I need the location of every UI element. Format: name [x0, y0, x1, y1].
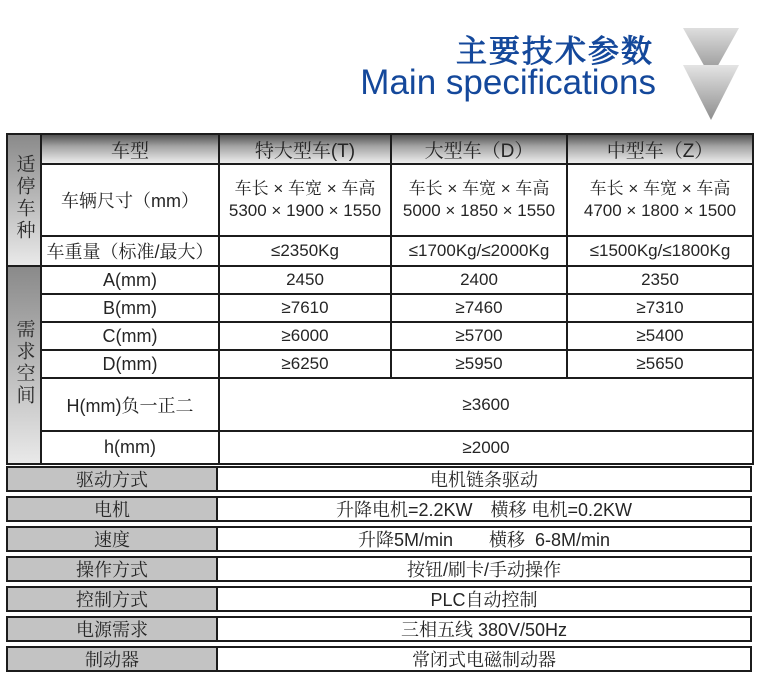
- section-label-required-space: [7, 266, 41, 464]
- table-row: [6, 556, 752, 582]
- row-label-d: D(mm): [41, 350, 219, 378]
- cell-motor: 升降电机=2.2KW 横移 电机=0.2KW: [218, 496, 752, 522]
- dim-value: 5000 × 1850 × 1550: [402, 201, 556, 220]
- row-label-c: C(mm): [41, 322, 219, 350]
- row-label-dimensions: 车辆尺寸（mm）: [41, 164, 219, 236]
- section-label-parking-types: [7, 134, 41, 266]
- cell-operation-mode: 按钮/刷卡/手动操作: [218, 556, 752, 582]
- row-label-a: A(mm): [41, 266, 219, 294]
- table-row: [6, 646, 752, 672]
- chevron-triangle-bottom: [683, 65, 739, 120]
- table-row: [6, 466, 752, 492]
- cell-a-t: 2450: [219, 266, 391, 294]
- cell-brake: 常闭式电磁制动器: [218, 646, 752, 672]
- col-header-large: 大型车（D）: [391, 134, 567, 164]
- cell-dimensions-z: [567, 164, 753, 236]
- row-label-drive-mode: 驱动方式: [6, 466, 218, 492]
- row-label-power-supply: 电源需求: [6, 616, 218, 642]
- cell-h-lower-span: ≥2000: [219, 431, 753, 464]
- table-row: [6, 616, 752, 642]
- row-label-motor: 电机: [6, 496, 218, 522]
- cell-dimensions-d: [391, 164, 567, 236]
- row-label-control-mode: 控制方式: [6, 586, 218, 612]
- cell-d-t: ≥6250: [219, 350, 391, 378]
- cell-c-d: ≥5700: [391, 322, 567, 350]
- cell-dimensions-t: [219, 164, 391, 236]
- col-header-medium: 中型车（Z）: [567, 134, 753, 164]
- double-down-chevron-icon: [683, 28, 739, 120]
- page-title-zh: 主要技术参数: [456, 34, 654, 69]
- corner-header-vehicle-type: 车型: [41, 134, 219, 164]
- cell-c-t: ≥6000: [219, 322, 391, 350]
- row-label-b: B(mm): [41, 294, 219, 322]
- cell-weight-d: ≤1700Kg/≤2000Kg: [391, 236, 567, 266]
- cell-h-upper-span: ≥3600: [219, 378, 753, 431]
- cell-weight-t: ≤2350Kg: [219, 236, 391, 266]
- dim-formula: 车长 × 车宽 × 车高: [234, 179, 376, 199]
- row-label-h-lower: h(mm): [41, 431, 219, 464]
- dim-formula: 车长 × 车宽 × 车高: [589, 179, 731, 199]
- table-row: [6, 496, 752, 522]
- section-label-parking-types-text: 适停车种: [13, 153, 35, 242]
- spec-table: [6, 133, 754, 465]
- cell-d-z: ≥5650: [567, 350, 753, 378]
- cell-a-z: 2350: [567, 266, 753, 294]
- cell-b-t: ≥7610: [219, 294, 391, 322]
- row-label-operation-mode: 操作方式: [6, 556, 218, 582]
- dim-formula: 车长 × 车宽 × 车高: [408, 179, 550, 199]
- row-label-weight: 车重量（标准/最大）: [41, 236, 219, 266]
- cell-a-d: 2400: [391, 266, 567, 294]
- cell-weight-z: ≤1500Kg/≤1800Kg: [567, 236, 753, 266]
- row-label-speed: 速度: [6, 526, 218, 552]
- page-title-en: Main specifications: [360, 63, 656, 102]
- cell-speed: 升降5M/min 横移 6-8M/min: [218, 526, 752, 552]
- dim-value: 5300 × 1900 × 1550: [228, 201, 382, 220]
- table-row: [6, 526, 752, 552]
- cell-b-d: ≥7460: [391, 294, 567, 322]
- section-label-required-space-text: 需求空间: [13, 318, 35, 407]
- row-label-brake: 制动器: [6, 646, 218, 672]
- table-row: [6, 586, 752, 612]
- col-header-extra-large: 特大型车(T): [219, 134, 391, 164]
- cell-power-supply: 三相五线 380V/50Hz: [218, 616, 752, 642]
- cell-control-mode: PLC自动控制: [218, 586, 752, 612]
- cell-b-z: ≥7310: [567, 294, 753, 322]
- dim-value: 4700 × 1800 × 1500: [583, 201, 737, 220]
- row-label-h-upper: H(mm)负一正二: [41, 378, 219, 431]
- cell-c-z: ≥5400: [567, 322, 753, 350]
- cell-d-d: ≥5950: [391, 350, 567, 378]
- cell-drive-mode: 电机链条驱动: [218, 466, 752, 492]
